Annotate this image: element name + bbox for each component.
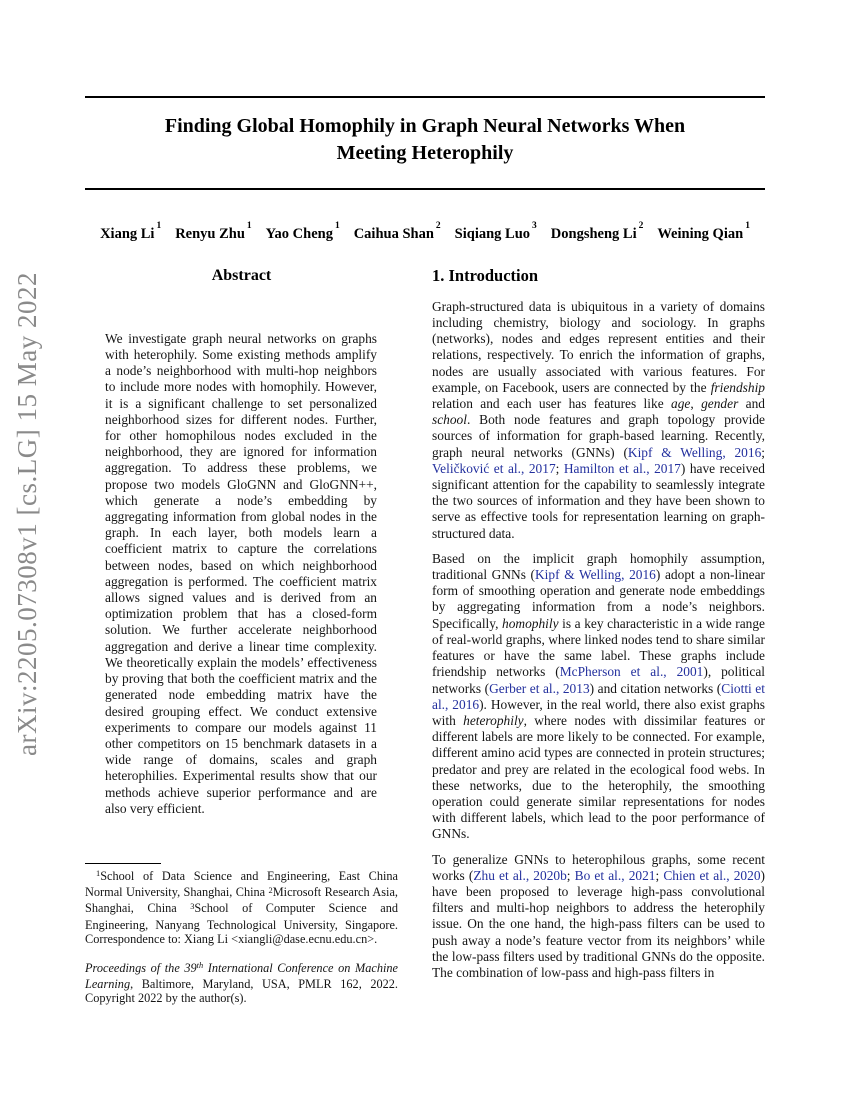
text-segment: ). However, in the real world, there also exist graphs with: [432, 696, 765, 728]
text-segment: homophily: [502, 615, 559, 631]
text-segment: ), political networks (: [432, 664, 765, 696]
text-segment: 1: [96, 869, 101, 879]
text-segment: ,: [690, 396, 702, 412]
intro-paragraph-2: [432, 551, 765, 843]
citation-link[interactable]: McPherson et al., 2001: [559, 664, 704, 680]
author: Caihua Shan $^2$: [353, 221, 441, 242]
footnote-block: [85, 863, 398, 1006]
text-segment: ) have received significant attention for the capability to seamlessly integrate the two sources of information and they have been shown to serve as effective tools for representation learning on graph-structured data.: [432, 460, 765, 541]
author-affiliation-sup: 1: [156, 221, 162, 231]
right-column: [432, 266, 765, 1006]
text-segment: and: [738, 396, 765, 412]
citation-link[interactable]: Zhu et al., 2020b: [473, 867, 567, 883]
citation-link[interactable]: Chien et al., 2020: [663, 867, 761, 883]
text-segment: ;: [761, 444, 765, 460]
author-affiliation-sup: 1: [246, 221, 252, 231]
text-segment: 3: [190, 902, 195, 912]
text-segment: , Baltimore, Maryland, USA, PMLR 162, 2022. Copyright 2022 by the author(s).: [85, 977, 398, 1006]
text-segment: Based on the implicit graph homophily assumption, traditional GNNs (: [432, 550, 765, 583]
author-affiliation-sup: 1: [745, 221, 750, 231]
text-segment: . Both node features and graph topology provide sources of information for graph-based learning. Recently, graph neural networks (GNNs) (: [432, 412, 765, 460]
text-segment: ;: [655, 867, 664, 883]
text-segment: ;: [566, 867, 575, 883]
affiliations-footnote: [85, 869, 398, 947]
author-affiliation-sup: 2: [638, 221, 644, 231]
text-segment: To generalize GNNs to heterophilous graphs, some recent works (: [432, 851, 765, 883]
author: Weining Qian $^1$: [657, 221, 750, 242]
citation-link[interactable]: Kipf & Welling, 2016: [535, 567, 656, 583]
text-segment: Microsoft Research Asia, Shanghai, China: [85, 884, 398, 916]
section-heading-introduction: 1. Introduction: [432, 265, 539, 285]
intro-paragraph-1: [432, 299, 765, 542]
text-segment: heterophily: [463, 712, 524, 728]
author: Yao Cheng $^1$: [265, 221, 340, 242]
intro-paragraph-3: [432, 852, 765, 982]
arxiv-watermark: arXiv:2205.07308v1 [cs.LG] 15 May 2022: [12, 272, 42, 756]
text-segment: 2: [268, 885, 273, 895]
text-segment: ;: [555, 460, 564, 476]
text-segment: ) have been proposed to leverage high-pass convolutional filters and multi-hop neighbors to address the heterophily issue. On the one hand, the high-pass filters can be used to push away a node’s feature vector from its neighbors’ while the low-pass filters used by traditional GNNs do the opposite. The combination of low-pass and high-pass filters in: [432, 867, 765, 980]
text-segment: age: [671, 396, 691, 412]
citation-link[interactable]: Bo et al., 2021: [574, 867, 656, 883]
author: Renyu Zhu $^1$: [175, 221, 252, 242]
title-rule-top: [85, 96, 765, 98]
citation-link[interactable]: Veličković et al., 2017: [432, 460, 556, 476]
page-content: [85, 0, 765, 1006]
text-segment: Graph-structured data is ubiquitous in a variety of domains including chemistry, biology and sociology. In graphs (networks), nodes and edges represent entities and their relations, respectively. To enrich the information of graphs, nodes are usually associated with various features. For example, on Facebook, users are connected by the: [432, 298, 765, 395]
text-segment: School of Computer Science and Engineering, Nanyang Technological University, Singapore. Correspondence to: Xiang Li <xiangli@dase.ecnu.edu.cn>.: [85, 901, 398, 947]
author: Siqiang Luo $^3$: [454, 221, 537, 242]
author: Xiang Li $^1$: [100, 221, 162, 242]
proceedings-note: [85, 961, 398, 1006]
citation-link[interactable]: Gerber et al., 2013: [489, 680, 590, 696]
author: Dongsheng Li $^2$: [550, 221, 644, 242]
abstract-text: We investigate graph neural networks on graphs with heterophily. Some existing methods amplify a node’s neighborhood with multi-hop neighbors to include more nodes with homophily. However, it is a significant challenge to set personalized neighborhood sizes for different nodes. Further, for other homophilous nodes excluded in the neighborhood, they are ignored for information aggregation. To address these problems, we propose two models GloGNN and GloGNN++, which generate a node’s embedding by aggregating information from global nodes in the graph. In each layer, both models learn a coefficient matrix to capture the correlations between nodes, based on which neighborhood aggregation is performed. The coefficient matrix allows signed values and is derived from an optimization problem that has a closed-form solution. We further accelerate neighborhood aggregation and derive a linear time complexity. We theoretically explain the models’ effectiveness by proving that both the coefficient matrix and the generated node embedding matrix have the desired grouping effect. We conduct extensive experiments to compare our models against 11 other competitors on 15 benchmark datasets in a wide range of domains, scales and graph heterophilies. Experimental results show that our methods achieve superior performance and are also very efficient.: [105, 330, 377, 816]
paper-title: Finding Global Homophily in Graph Neural Networks When Meeting Heterophily: [164, 115, 686, 164]
title-rule-bottom: [85, 188, 765, 190]
text-segment: Proceedings of the 39: [85, 960, 197, 975]
text-segment: ) and citation networks (: [589, 680, 722, 696]
text-segment: is a key characteristic in a wide range of real-world graphs, where linked nodes tend to share similar features or have the same label. These graphs include friendship networks (: [432, 615, 766, 680]
text-segment: friendship: [710, 379, 765, 395]
text-segment: relation and each user has features like: [432, 396, 672, 412]
abstract-heading: Abstract: [211, 266, 272, 284]
text-segment: ) adopt a non-linear form of smoothing operation and generate node embeddings by aggregating information from a node’s neighbors. Specifically,: [432, 567, 765, 631]
text-segment: International Conference on Machine Learning: [85, 960, 398, 992]
text-segment: School of Data Science and Engineering, East China Normal University, Shanghai, China: [85, 868, 398, 899]
text-segment: gender: [701, 396, 739, 412]
author-affiliation-sup: 2: [435, 221, 441, 231]
author-list: [85, 221, 765, 243]
text-segment: th: [196, 961, 204, 971]
citation-link[interactable]: Hamilton et al., 2017: [563, 460, 681, 476]
citation-link[interactable]: Kipf & Welling, 2016: [627, 444, 762, 460]
citation-link[interactable]: Ciotti et al., 2016: [432, 680, 765, 712]
text-segment: school: [432, 412, 467, 428]
text-segment: , where nodes with dissimilar features or different labels are more likely to be connected. For example, different amino acid types are connected in protein structures; predator and prey are related in the ecological food webs. In these networks, due to the heterophily, the smoothing operation could generate similar representations for nodes with different labels, which lead to the poor performance of GNNs.: [432, 712, 765, 842]
author-affiliation-sup: 1: [334, 221, 340, 231]
author-affiliation-sup: 3: [532, 221, 537, 231]
two-column-body: [85, 266, 765, 1006]
footnote-rule: [85, 863, 161, 864]
column-gap: [398, 266, 432, 1006]
